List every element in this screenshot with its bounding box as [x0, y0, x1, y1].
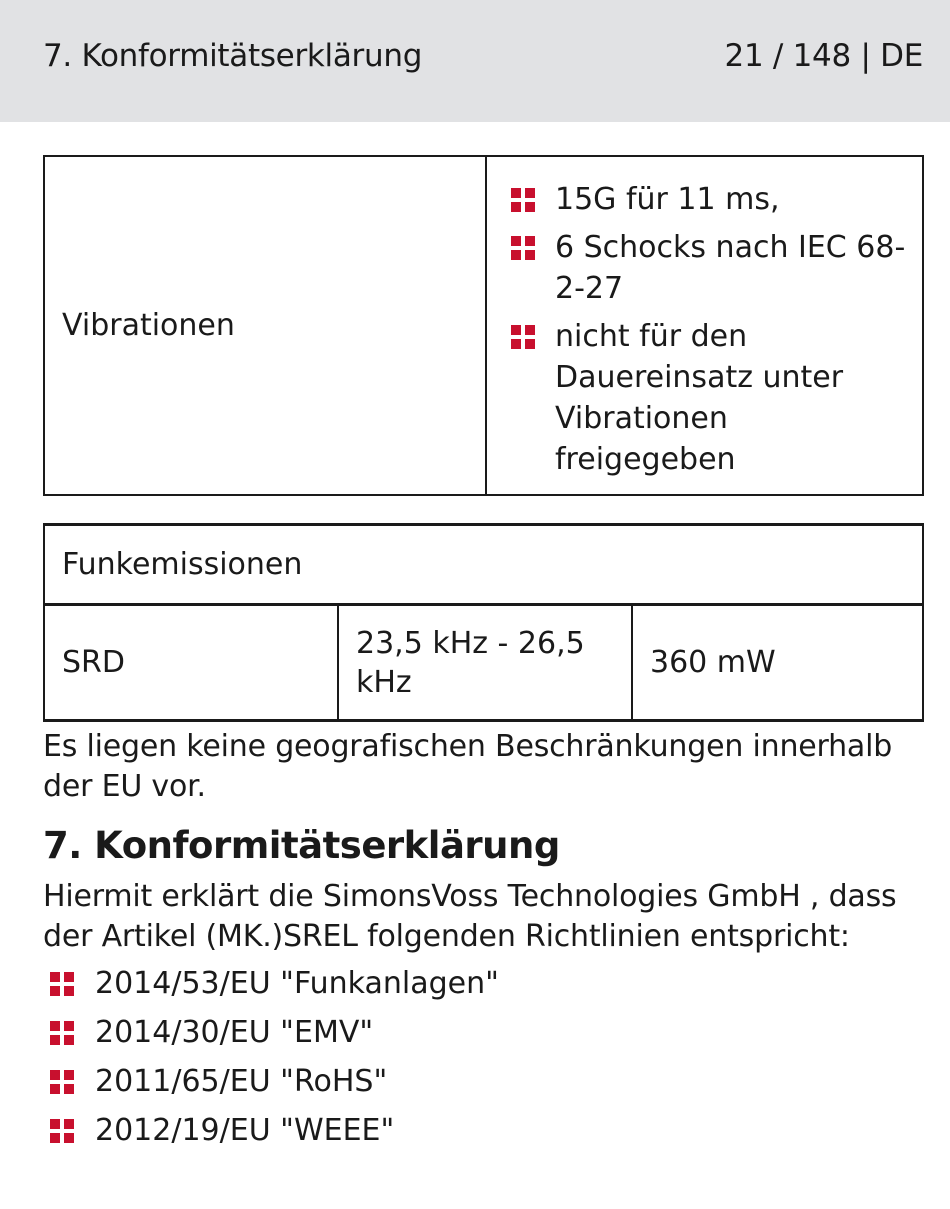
red-square-bullet-icon: [511, 236, 535, 260]
header-page-number: 21 / 148 | DE: [724, 38, 923, 74]
vibration-spec-text: 6 Schocks nach IEC 68-2-27: [555, 230, 906, 306]
radio-power-cell: 360 mW: [632, 605, 923, 721]
red-square-bullet-icon: [50, 972, 74, 996]
vibration-spec-text: nicht für den Dauereinsatz unter Vibrationen freigegeben: [555, 319, 844, 477]
geographic-note: Es liegen keine geografischen Beschränkungen innerhalb der EU vor.: [43, 729, 893, 804]
vibration-table: [43, 155, 924, 496]
page-header: [0, 0, 950, 122]
radio-frequency-cell: 23,5 kHz - 26,5 kHz: [338, 605, 632, 721]
list-item: [509, 179, 912, 220]
vibration-specs: [486, 156, 923, 495]
vibration-spec-text: 15G für 11 ms,: [555, 182, 780, 217]
list-item: [50, 1012, 499, 1061]
red-square-bullet-icon: [50, 1021, 74, 1045]
red-square-bullet-icon: [511, 325, 535, 349]
directive-text: 2011/65/EU "RoHS": [95, 1064, 388, 1099]
radio-emissions-table: [43, 523, 924, 722]
red-square-bullet-icon: [50, 1119, 74, 1143]
directive-list: [50, 963, 499, 1159]
list-item: [509, 227, 912, 309]
radio-type-cell: SRD: [44, 605, 338, 721]
list-item: [50, 963, 499, 1012]
directive-text: 2014/30/EU "EMV": [95, 1015, 374, 1050]
red-square-bullet-icon: [50, 1070, 74, 1094]
radio-emissions-heading: Funkemissionen: [44, 525, 923, 605]
list-item: [50, 1061, 499, 1110]
section-heading: 7. Konformitätserklärung: [43, 824, 560, 867]
table-row: [44, 156, 923, 495]
list-item: [50, 1110, 499, 1159]
vibration-label: Vibrationen: [44, 156, 486, 495]
directive-text: 2014/53/EU "Funkanlagen": [95, 966, 499, 1001]
section-intro-paragraph: Hiermit erklärt die SimonsVoss Technologies GmbH , dass der Artikel (MK.)SREL folgenden Richtlinien entspricht:: [43, 879, 897, 954]
table-row: [44, 605, 923, 721]
red-square-bullet-icon: [511, 188, 535, 212]
header-chapter-title: 7. Konformitätserklärung: [43, 38, 423, 74]
table-row: [44, 525, 923, 605]
directive-text: 2012/19/EU "WEEE": [95, 1113, 395, 1148]
list-item: [509, 316, 912, 480]
vibration-spec-list: [509, 179, 912, 480]
